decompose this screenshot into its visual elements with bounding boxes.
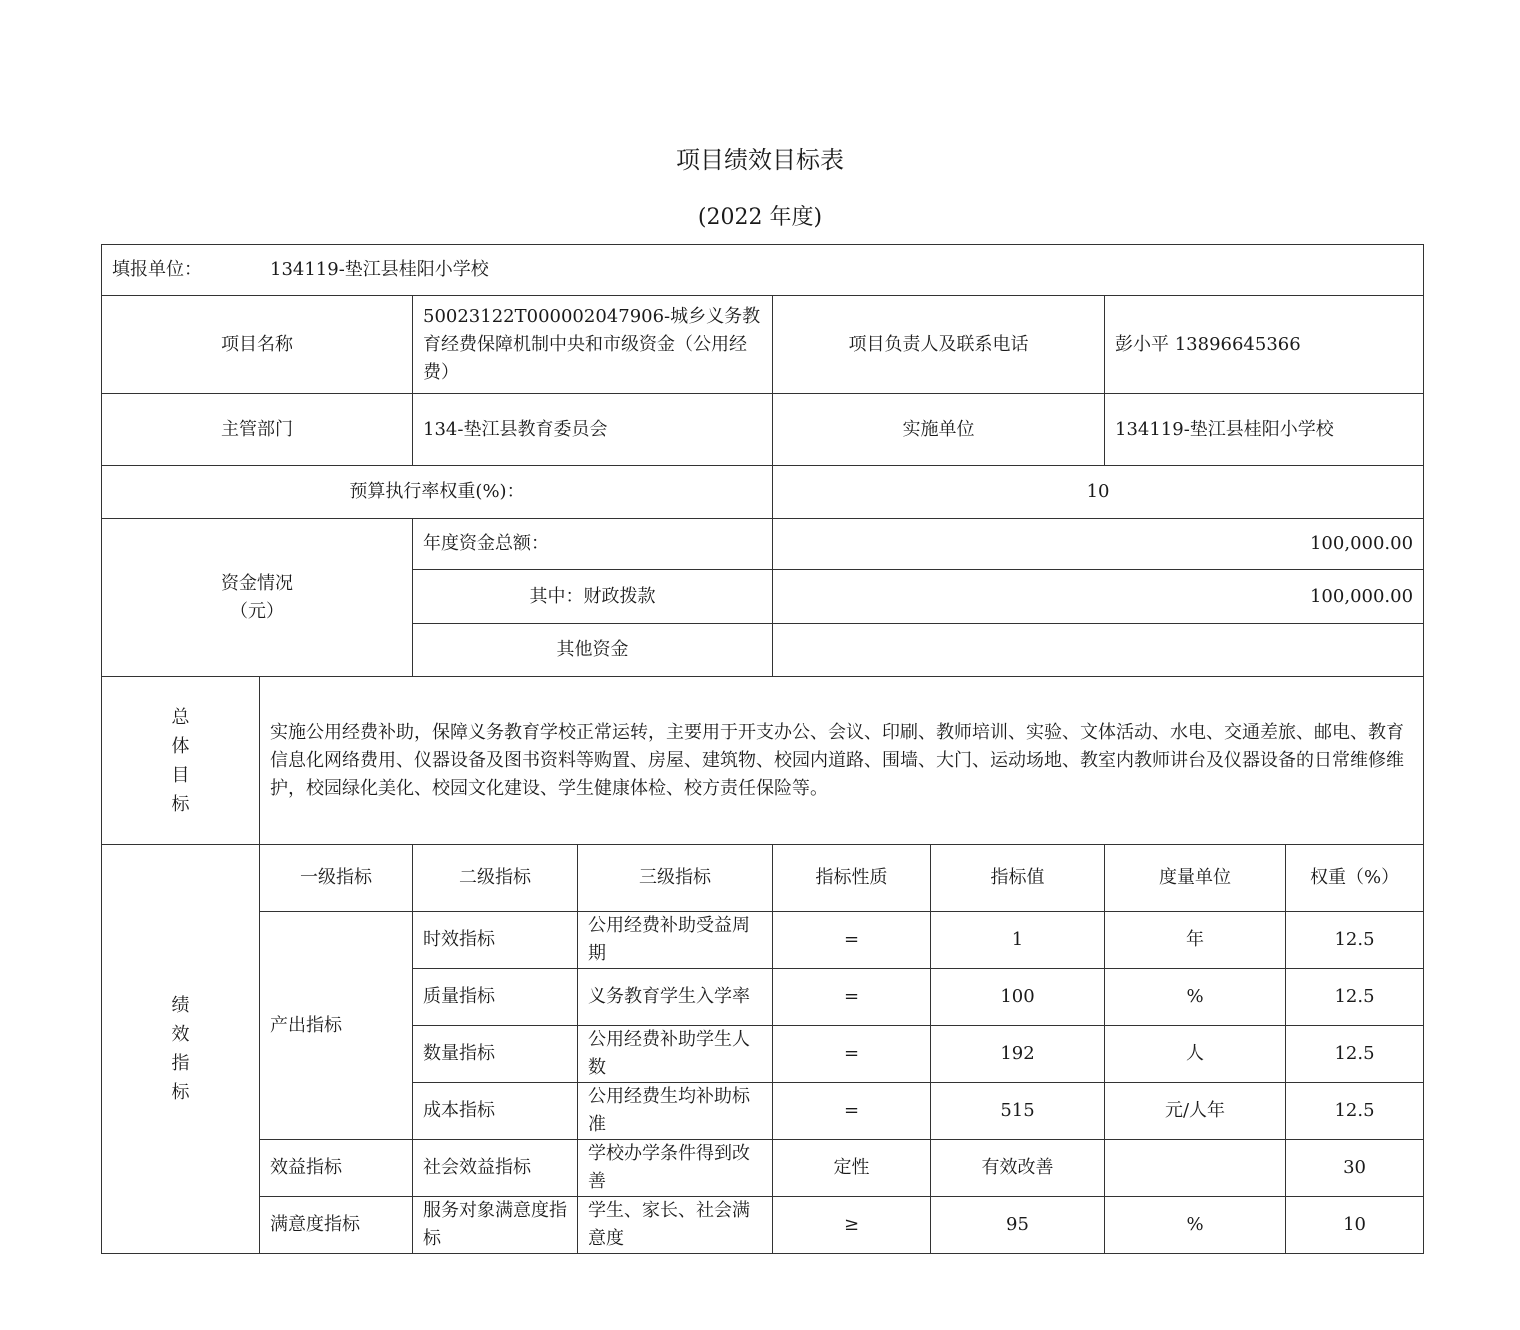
nature-cell: = xyxy=(773,912,931,969)
implementing-unit-label: 实施单位 xyxy=(773,394,1105,466)
indicator-row xyxy=(102,1197,1424,1254)
overall-goal-row xyxy=(102,677,1424,845)
value-cell: 515 xyxy=(931,1083,1105,1140)
goal-label-char: 标 xyxy=(171,793,190,815)
header-level2: 二级指标 xyxy=(413,845,578,912)
weight-cell: 12.5 xyxy=(1286,1083,1424,1140)
project-manager-label: 项目负责人及联系电话 xyxy=(773,296,1105,394)
budget-weight-value: 10 xyxy=(773,466,1424,519)
header-level1: 一级指标 xyxy=(260,845,413,912)
unit-cell: 元/人年 xyxy=(1105,1083,1286,1140)
unit-cell: % xyxy=(1105,1197,1286,1254)
funds-label xyxy=(102,519,413,677)
performance-table xyxy=(101,244,1424,1254)
funds-label-line2: （元） xyxy=(230,600,284,622)
unit-cell: % xyxy=(1105,969,1286,1026)
nature-cell: = xyxy=(773,1083,931,1140)
overall-goal-label xyxy=(102,677,260,845)
level3-cell: 义务教育学生入学率 xyxy=(578,969,773,1026)
funds-other-value xyxy=(773,624,1424,677)
indicator-header-row xyxy=(102,845,1424,912)
funds-total-value: 100,000.00 xyxy=(773,519,1424,570)
value-cell: 192 xyxy=(931,1026,1105,1083)
department-row xyxy=(102,394,1424,466)
goal-label-char: 总 xyxy=(171,706,190,728)
level3-cell: 学生、家长、社会满意度 xyxy=(578,1197,773,1254)
weight-cell: 12.5 xyxy=(1286,1026,1424,1083)
unit-cell xyxy=(1105,1140,1286,1197)
project-name-value: 50023122T000002047906-城乡义务教育经费保障机制中央和市级资金（公用经费） xyxy=(413,296,773,394)
level1-output: 产出指标 xyxy=(260,912,413,1140)
indicators-label-char: 标 xyxy=(171,1082,190,1103)
level3-cell: 学校办学条件得到改善 xyxy=(578,1140,773,1197)
funds-fiscal-value: 100,000.00 xyxy=(773,570,1424,624)
reporting-unit-label: 填报单位： xyxy=(112,259,202,280)
level2-cell: 质量指标 xyxy=(413,969,578,1026)
weight-cell: 30 xyxy=(1286,1140,1424,1197)
project-manager-value: 彭小平 13896645366 xyxy=(1105,296,1424,394)
header-level3: 三级指标 xyxy=(578,845,773,912)
weight-cell: 12.5 xyxy=(1286,969,1424,1026)
page-title: 项目绩效目标表 xyxy=(676,146,844,174)
supervising-dept-label: 主管部门 xyxy=(102,394,413,466)
project-name-label: 项目名称 xyxy=(102,296,413,394)
budget-weight-label: 预算执行率权重(%)： xyxy=(102,466,773,519)
funds-fiscal-label: 其中：财政拨款 xyxy=(413,570,773,624)
level2-cell: 时效指标 xyxy=(413,912,578,969)
value-cell: 95 xyxy=(931,1197,1105,1254)
unit-cell: 年 xyxy=(1105,912,1286,969)
nature-cell: = xyxy=(773,1026,931,1083)
level2-cell: 数量指标 xyxy=(413,1026,578,1083)
indicators-label xyxy=(102,845,260,1254)
nature-cell: 定性 xyxy=(773,1140,931,1197)
overall-goal-text: 实施公用经费补助，保障义务教育学校正常运转，主要用于开支办公、会议、印刷、教师培训、实验、文体活动、水电、交通差旅、邮电、教育信息化网络费用、仪器设备及图书资料等购置、房屋、建筑物、校园内道路、围墙、大门、运动场地、教室内教师讲台及仪器设备的日常维修维护，校园绿化美化、校园文化建设、学生健康体检、校方责任保险等。 xyxy=(260,677,1424,845)
nature-cell: ≥ xyxy=(773,1197,931,1254)
weight-cell: 12.5 xyxy=(1286,912,1424,969)
supervising-dept-value: 134-垫江县教育委员会 xyxy=(413,394,773,466)
funds-label-line1: 资金情况 xyxy=(221,572,293,594)
header-unit: 度量单位 xyxy=(1105,845,1286,912)
header-weight: 权重（%） xyxy=(1286,845,1424,912)
level2-cell: 社会效益指标 xyxy=(413,1140,578,1197)
goal-label-char: 体 xyxy=(171,735,190,757)
level1-benefit: 效益指标 xyxy=(260,1140,413,1197)
funds-total-label: 年度资金总额： xyxy=(413,519,773,570)
header-value: 指标值 xyxy=(931,845,1105,912)
level2-cell: 服务对象满意度指标 xyxy=(413,1197,578,1254)
indicator-row xyxy=(102,1140,1424,1197)
page-subtitle: (2022 年度) xyxy=(697,205,823,230)
level3-cell: 公用经费补助学生人数 xyxy=(578,1026,773,1083)
goal-label-char: 目 xyxy=(171,764,190,786)
value-cell: 100 xyxy=(931,969,1105,1026)
unit-cell: 人 xyxy=(1105,1026,1286,1083)
level2-cell: 成本指标 xyxy=(413,1083,578,1140)
funds-other-label: 其他资金 xyxy=(413,624,773,677)
funds-total-row xyxy=(102,519,1424,570)
nature-cell: = xyxy=(773,969,931,1026)
reporting-unit-row xyxy=(102,245,1424,296)
header-nature: 指标性质 xyxy=(773,845,931,912)
value-cell: 1 xyxy=(931,912,1105,969)
reporting-unit-value: 134119-垫江县桂阳小学校 xyxy=(270,259,489,280)
indicators-label-char: 指 xyxy=(171,1053,190,1074)
project-row xyxy=(102,296,1424,394)
implementing-unit-value: 134119-垫江县桂阳小学校 xyxy=(1105,394,1424,466)
weight-cell: 10 xyxy=(1286,1197,1424,1254)
level3-cell: 公用经费生均补助标准 xyxy=(578,1083,773,1140)
level3-cell: 公用经费补助受益周期 xyxy=(578,912,773,969)
indicators-label-char: 效 xyxy=(171,1024,190,1045)
value-cell: 有效改善 xyxy=(931,1140,1105,1197)
level1-satisfaction: 满意度指标 xyxy=(260,1197,413,1254)
indicators-label-char: 绩 xyxy=(171,995,190,1016)
indicator-row xyxy=(102,912,1424,969)
budget-weight-row xyxy=(102,466,1424,519)
